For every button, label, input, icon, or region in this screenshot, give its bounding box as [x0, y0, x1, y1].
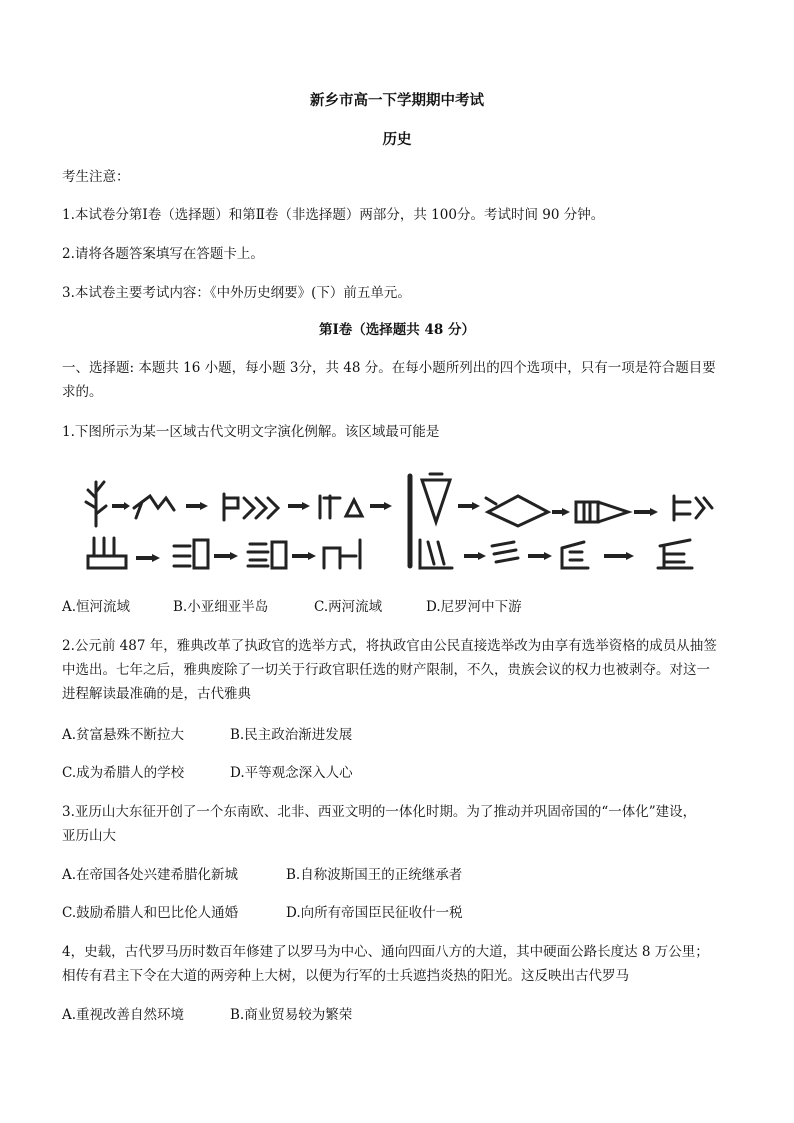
option-d[interactable]: D.平等观念深入人心 — [230, 765, 353, 781]
section-title: 第Ⅰ卷（选择题共 48 分） — [318, 322, 475, 338]
option-b[interactable]: B.商业贸易较为繁荣 — [230, 1007, 353, 1023]
option-c[interactable]: C.两河流域 — [314, 599, 383, 615]
question-stem: 相传有君主下令在大道的两旁种上大树，以便为行军的士兵遮挡炎热的阳光。这反映出古代罗马 — [62, 968, 629, 984]
exam-title: 新乡市高一下学期期中考试 — [310, 92, 484, 109]
script-evolution-figure — [78, 468, 718, 574]
option-a[interactable]: A.重视改善自然环境 — [62, 1007, 185, 1023]
option-d[interactable]: D.向所有帝国臣民征收什一税 — [286, 905, 463, 921]
option-a[interactable]: A.贫富悬殊不断拉大 — [62, 727, 185, 743]
option-c[interactable]: C.成为希腊人的学校 — [62, 765, 185, 781]
question-stem: 进程解读最准确的是，古代雅典 — [62, 686, 251, 702]
question-stem: 中选出。七年之后，雅典废除了一切关于行政官职任选的财产限制，不久，贵族会议的权力也被剥夺。对这一 — [62, 662, 710, 678]
section-instructions: 求的。 — [62, 384, 103, 400]
option-row — [62, 764, 353, 782]
question-stem: 4，史载，古代罗马历时数百年修建了以罗马为中心、通向四面八方的大道，其中硬面公路长度达 8 万公里； — [62, 944, 709, 960]
notice-item: 1.本试卷分第Ⅰ卷（选择题）和第Ⅱ卷（非选择题）两部分，共 100分。考试时间 90 分钟。 — [62, 207, 605, 223]
option-a[interactable]: A.恒河流域 — [62, 599, 131, 615]
option-row — [62, 866, 462, 884]
question-stem: 3.亚历山大东征开创了一个东南欧、北非、西亚文明的一体化时期。为了推动并巩固帝国的“一体化”建设， — [62, 804, 697, 820]
option-b[interactable]: B.自称波斯国王的正统继承者 — [286, 867, 463, 883]
question-stem: 1.下图所示为某一区域古代文明文字演化例解。该区域最可能是 — [62, 424, 440, 440]
option-row — [62, 904, 463, 922]
option-b[interactable]: B.民主政治渐进发展 — [230, 727, 353, 743]
option-row — [62, 726, 352, 744]
option-row — [62, 1006, 352, 1024]
option-row — [62, 598, 522, 616]
notice-heading: 考生注意： — [62, 169, 130, 185]
question-stem: 亚历山大 — [62, 828, 116, 844]
question-stem: 2.公元前 487 年，雅典改革了执政官的选举方式，将执政官由公民直接选举改为由享有选举资格的成员从抽签 — [62, 638, 717, 654]
section-instructions: 一、选择题: 本题共 16 小题，每小题 3分，共 48 分。在每小题所列出的四个选项中，只有一项是符合题目要 — [62, 360, 716, 376]
subject-title: 历史 — [382, 131, 412, 148]
option-a[interactable]: A.在帝国各处兴建希腊化新城 — [62, 867, 239, 883]
notice-item: 3.本试卷主要考试内容：《中外历史纲要》(下）前五单元。 — [62, 285, 411, 301]
option-b[interactable]: B.小亚细亚半岛 — [173, 599, 269, 615]
option-c[interactable]: C.鼓励希腊人和巴比伦人通婚 — [62, 905, 239, 921]
notice-item: 2.请将各题答案填写在答题卡上。 — [62, 246, 264, 262]
option-d[interactable]: D.尼罗河中下游 — [426, 599, 522, 615]
